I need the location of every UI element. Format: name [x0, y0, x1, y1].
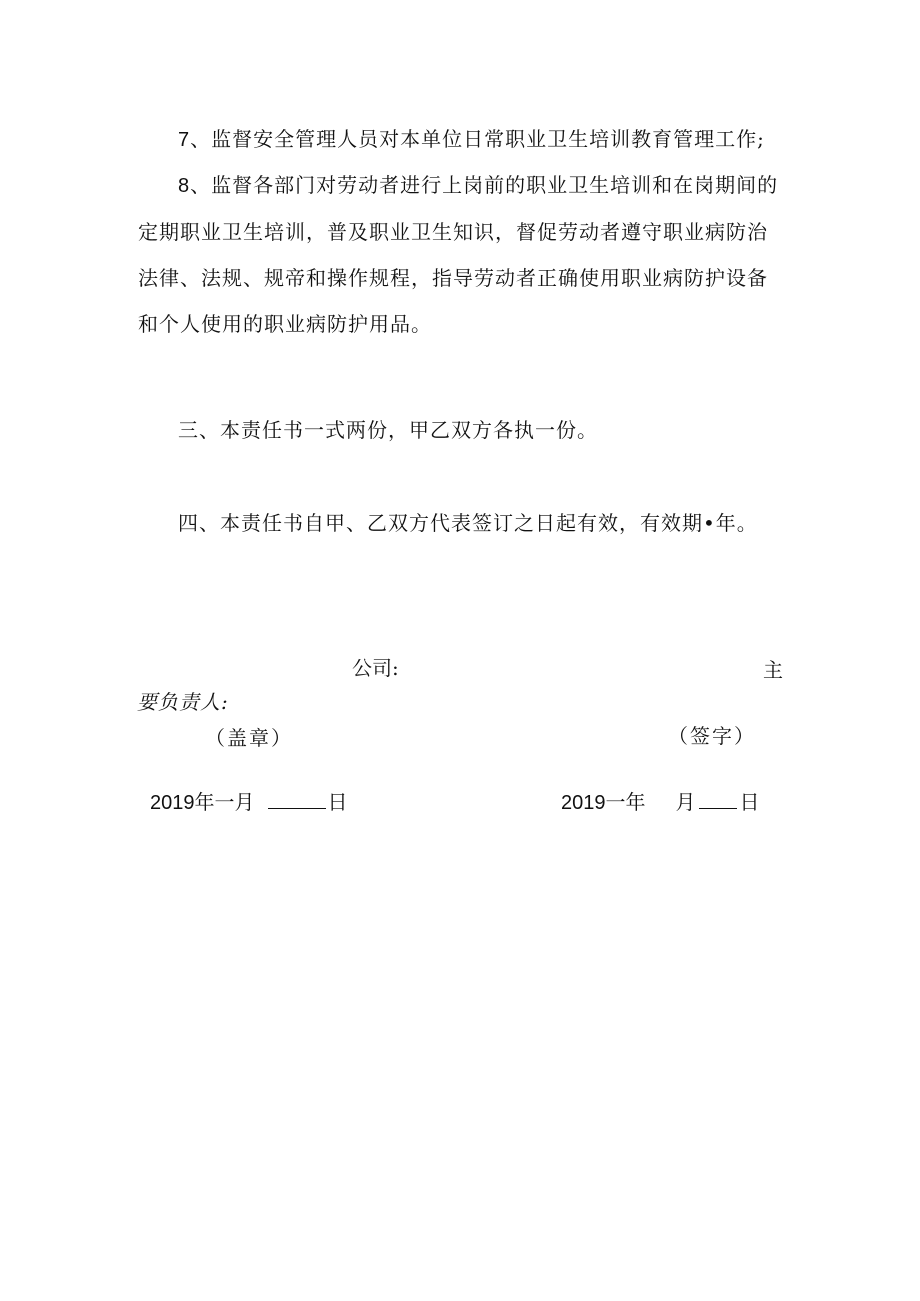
date-left-year: 2019 — [150, 792, 195, 814]
item-7-text: 、监督安全管理人员对本单位日常职业卫生培训教育管理工作; — [190, 127, 765, 151]
item-8-text: 、监督各部门对劳动者进行上岗前的职业卫生培训和在岗期间的定期职业卫生培训，普及职业卫生知识，督促劳动者遵守职业病防治法律、法规、规帝和操作规程，指导劳动者正确使用职业病防护设备和个人使用的职业病防护用品。 — [138, 173, 779, 336]
principal-prefix: 主 — [763, 658, 783, 682]
item-8 — [138, 162, 788, 347]
date-right-year-char: 一年 — [605, 790, 646, 814]
date-left-day-char: 日 — [327, 790, 348, 814]
date-left-year-char: 年 — [194, 790, 215, 814]
principal-label: 要负责人: — [137, 690, 229, 714]
date-right-month-char: 月 — [675, 790, 696, 814]
date-right-day-blank — [699, 790, 737, 809]
item-7 — [138, 116, 788, 163]
date-left-day-blank — [268, 790, 326, 809]
date-left — [150, 786, 348, 815]
seal-note: （盖章） — [205, 726, 293, 750]
date-left-month-char: 一月 — [214, 790, 255, 814]
clause-three: 三、本责任书一式两份，甲乙双方各执一份。 — [178, 418, 598, 442]
item-7-number: 7 — [178, 129, 191, 151]
sign-note: （签字） — [668, 724, 756, 748]
item-8-number: 8 — [178, 175, 191, 197]
company-label: 公司: — [352, 656, 399, 680]
date-right-year: 2019 — [561, 792, 606, 814]
date-right — [561, 786, 760, 815]
date-right-day-char: 日 — [739, 790, 760, 814]
clause-four: 四、本责任书自甲、乙双方代表签订之日起有效，有效期•年。 — [178, 511, 758, 535]
